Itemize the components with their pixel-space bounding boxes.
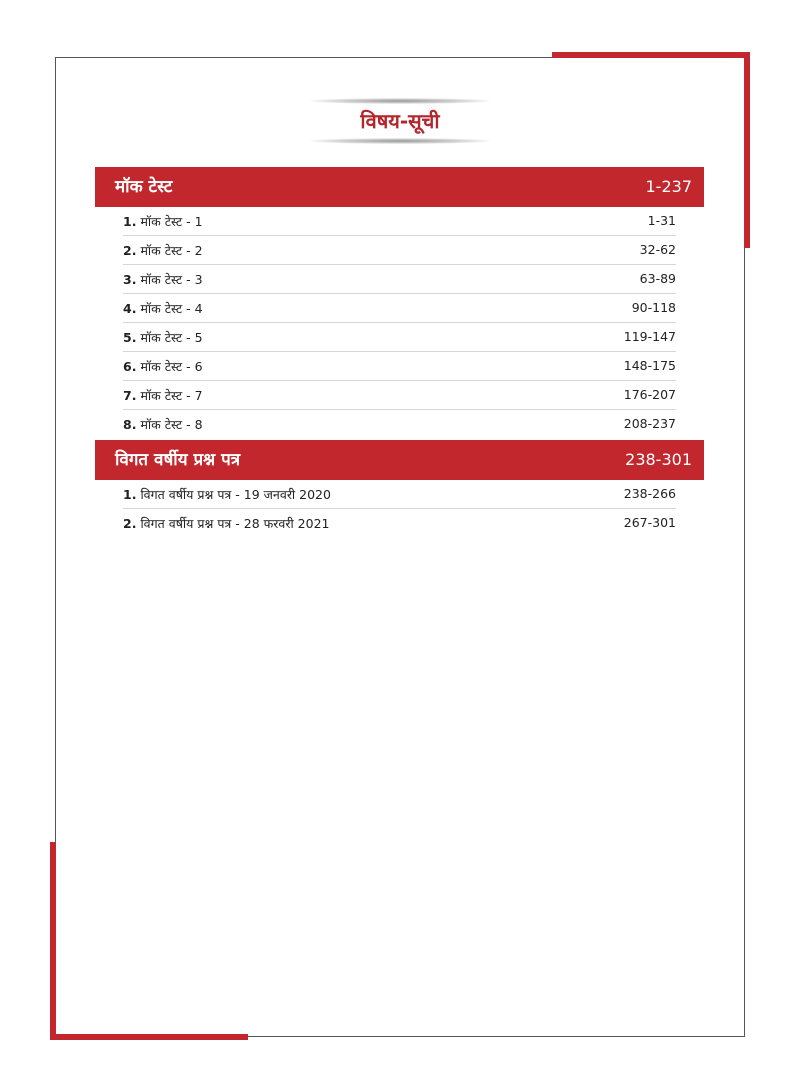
item-number: 5. [123,330,137,345]
section-header-mock-tests[interactable] [95,167,704,207]
item-page-range: 176-207 [623,387,676,402]
item-number: 8. [123,417,137,432]
title-top-rule [310,98,490,104]
item-label: विगत वर्षीय प्रश्न पत्र - 28 फरवरी 2021 [140,516,330,531]
item-number: 1. [123,214,137,229]
page-title: विषय-सूची [360,109,440,133]
item-number: 6. [123,359,137,374]
section-title: मॉक टेस्ट [115,177,173,197]
item-label: मॉक टेस्ट - 4 [140,301,203,316]
corner-accent-bottom-horizontal [50,1034,248,1040]
corner-accent-top-vertical [744,52,750,248]
item-label: मॉक टेस्ट - 8 [140,417,203,432]
item-page-range: 119-147 [623,329,676,344]
toc-row[interactable] [123,236,676,265]
item-page-range: 63-89 [639,271,676,286]
item-number: 4. [123,301,137,316]
section-page-range: 238-301 [625,450,692,469]
item-label: मॉक टेस्ट - 6 [140,359,203,374]
item-page-range: 148-175 [623,358,676,373]
page-title-block [310,98,490,144]
item-page-range: 1-31 [647,213,676,228]
item-page-range: 238-266 [623,486,676,501]
toc-row[interactable] [123,207,676,236]
item-number: 2. [123,516,137,531]
item-number: 1. [123,487,137,502]
item-label: मॉक टेस्ट - 1 [140,214,203,229]
corner-accent-bottom-vertical [50,842,56,1040]
item-page-range: 267-301 [623,515,676,530]
title-bottom-rule [310,138,490,144]
toc-row[interactable] [123,265,676,294]
toc-row[interactable] [123,323,676,352]
toc-row[interactable] [123,410,676,439]
item-page-range: 208-237 [623,416,676,431]
section-page-range: 1-237 [645,177,692,196]
toc-row[interactable] [123,509,676,538]
item-page-range: 90-118 [631,300,676,315]
corner-accent-top-horizontal [552,52,750,58]
item-label: मॉक टेस्ट - 7 [140,388,203,403]
toc-row[interactable] [123,381,676,410]
item-label: मॉक टेस्ट - 2 [140,243,203,258]
item-label: विगत वर्षीय प्रश्न पत्र - 19 जनवरी 2020 [140,487,331,502]
item-number: 7. [123,388,137,403]
toc-row[interactable] [123,352,676,381]
item-label: मॉक टेस्ट - 3 [140,272,203,287]
item-number: 2. [123,243,137,258]
section-header-previous-year-papers[interactable] [95,440,704,480]
toc-row[interactable] [123,480,676,509]
item-label: मॉक टेस्ट - 5 [140,330,203,345]
toc-row[interactable] [123,294,676,323]
section-title: विगत वर्षीय प्रश्न पत्र [115,450,241,470]
item-page-range: 32-62 [639,242,676,257]
item-number: 3. [123,272,137,287]
